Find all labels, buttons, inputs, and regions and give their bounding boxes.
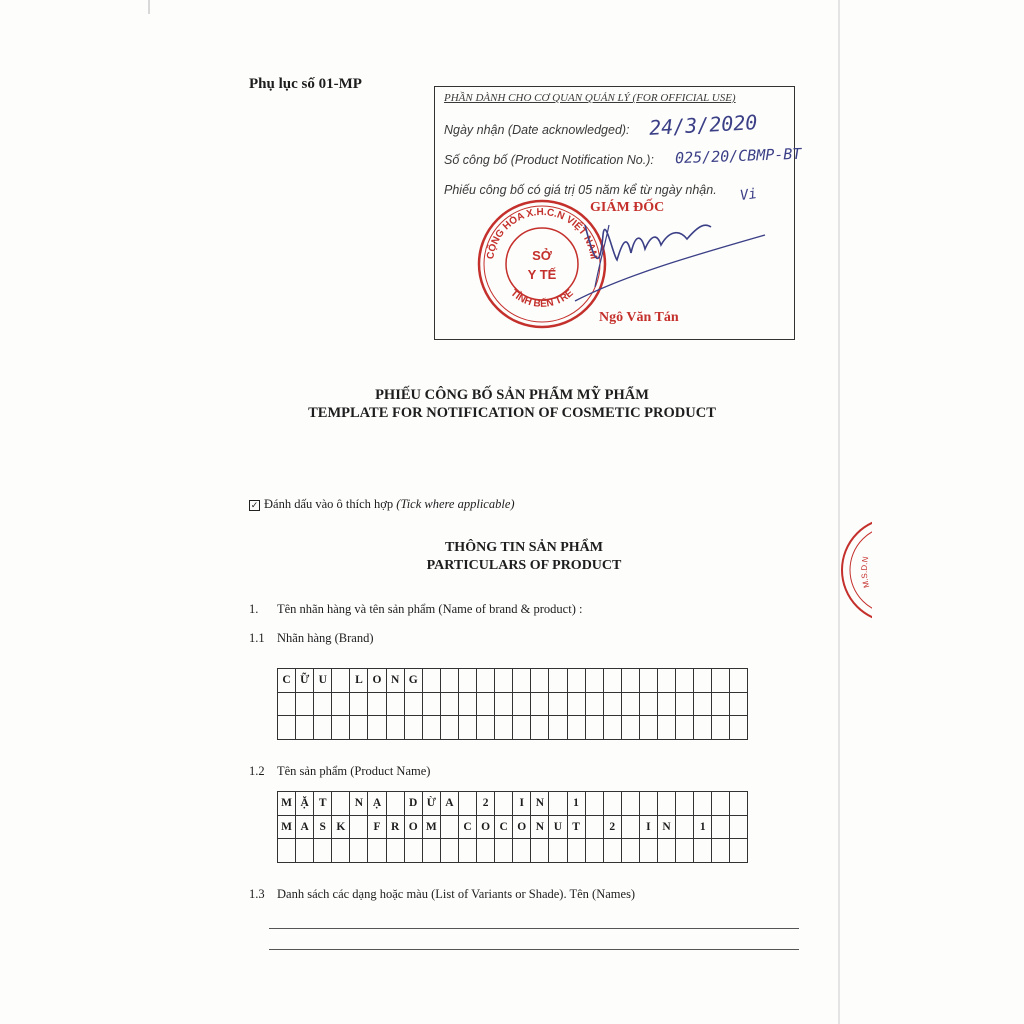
variants-blank-line-2[interactable] — [269, 949, 799, 950]
brand-grid-cell[interactable]: Ữ — [296, 669, 314, 693]
product-grid-cell[interactable] — [657, 839, 675, 863]
product-grid-cell[interactable]: A — [440, 792, 458, 816]
field-1-1-label — [249, 631, 374, 646]
notification-number-label: Số công bố (Product Notification No.): — [444, 153, 654, 167]
section-title-vn: THÔNG TIN SẢN PHẨM — [444, 540, 604, 555]
field-1-label — [249, 602, 582, 617]
notification-number-value: 025/20/CBMP-BT — [674, 144, 802, 168]
product-grid-cell[interactable] — [676, 792, 694, 816]
product-grid-cell[interactable]: Ừ — [422, 792, 440, 816]
product-grid-cell[interactable] — [730, 839, 748, 863]
product-grid-cell[interactable] — [495, 839, 513, 863]
side-stamp-text: M.S.D.N — [859, 555, 872, 589]
brand-grid-cell[interactable] — [694, 669, 712, 693]
brand-grid-cell[interactable] — [531, 669, 549, 693]
product-grid-cell[interactable] — [278, 839, 296, 863]
brand-grid-cell[interactable] — [404, 692, 422, 716]
variants-blank-line-1[interactable] — [269, 928, 799, 929]
form-title-vn: PHIẾU CÔNG BỐ SẢN PHẨM MỸ PHẨM — [375, 387, 649, 403]
product-grid-cell[interactable] — [386, 792, 404, 816]
brand-grid-cell[interactable]: U — [314, 669, 332, 693]
product-grid-cell[interactable]: N — [350, 792, 368, 816]
stamp-center-line1: SỞ — [532, 248, 552, 263]
brand-grid-cell[interactable]: N — [386, 669, 404, 693]
brand-grid-cell[interactable] — [440, 692, 458, 716]
product-grid-cell[interactable]: 1 — [567, 792, 585, 816]
brand-grid-cell[interactable] — [676, 692, 694, 716]
product-grid-cell[interactable]: C — [495, 815, 513, 839]
brand-grid-cell[interactable] — [639, 716, 657, 740]
field-1-text: Tên nhãn hàng và tên sản phẩm (Name of brand & product) : — [277, 602, 583, 616]
director-name: Ngô Văn Tán — [599, 310, 679, 325]
brand-grid-cell[interactable] — [440, 669, 458, 693]
field-1-1-number: 1.1 — [249, 631, 265, 645]
brand-grid-cell[interactable] — [495, 692, 513, 716]
product-grid-cell[interactable] — [639, 792, 657, 816]
tick-instruction-vn: Đánh dấu vào ô thích hợp — [264, 497, 394, 511]
product-grid-cell[interactable]: A — [296, 815, 314, 839]
product-grid-cell[interactable] — [585, 792, 603, 816]
product-grid-cell[interactable] — [422, 839, 440, 863]
product-grid-cell[interactable]: S — [314, 815, 332, 839]
product-grid-row — [278, 792, 748, 816]
product-grid-cell[interactable]: D — [404, 792, 422, 816]
brand-grid-cell[interactable] — [585, 692, 603, 716]
product-grid-cell[interactable] — [730, 792, 748, 816]
checkbox-checked-icon[interactable]: ✓ — [250, 500, 259, 510]
stamp-ring-top-text: CỘNG HÒA X.H.C.N VIỆT NAM — [485, 206, 599, 261]
product-grid-cell[interactable]: 2 — [477, 792, 495, 816]
brand-grid-cell[interactable]: C — [278, 669, 296, 693]
product-grid-cell[interactable] — [657, 792, 675, 816]
field-1-2-number: 1.2 — [249, 764, 265, 778]
brand-grid-cell[interactable] — [495, 669, 513, 693]
product-grid-cell[interactable] — [350, 815, 368, 839]
brand-grid-cell[interactable] — [477, 716, 495, 740]
product-grid-cell[interactable] — [730, 815, 748, 839]
product-grid-cell[interactable]: I — [513, 792, 531, 816]
product-grid-cell[interactable] — [368, 839, 386, 863]
product-grid-cell[interactable] — [621, 839, 639, 863]
product-grid-cell[interactable]: N — [531, 792, 549, 816]
product-grid-cell[interactable] — [676, 815, 694, 839]
brand-grid-cell[interactable] — [621, 716, 639, 740]
product-grid-cell[interactable]: U — [549, 815, 567, 839]
product-grid-cell[interactable]: M — [278, 815, 296, 839]
brand-grid-cell[interactable] — [657, 692, 675, 716]
product-grid-cell[interactable] — [694, 792, 712, 816]
product-grid-cell[interactable]: T — [314, 792, 332, 816]
brand-grid-cell[interactable] — [350, 692, 368, 716]
brand-grid-cell[interactable] — [422, 716, 440, 740]
brand-grid-cell[interactable] — [458, 692, 476, 716]
product-grid-cell[interactable] — [404, 839, 422, 863]
brand-grid-cell[interactable] — [621, 692, 639, 716]
brand-grid-cell[interactable] — [386, 692, 404, 716]
validity-note: Phiếu công bố có giá trị 05 năm kể từ ngày nhận. — [444, 183, 717, 197]
product-grid-cell[interactable] — [585, 815, 603, 839]
brand-grid-cell[interactable] — [278, 692, 296, 716]
product-grid-cell[interactable] — [386, 839, 404, 863]
brand-grid-cell[interactable] — [513, 716, 531, 740]
brand-grid-cell[interactable] — [513, 692, 531, 716]
product-grid-cell[interactable] — [458, 839, 476, 863]
product-grid-cell[interactable] — [296, 839, 314, 863]
brand-grid-cell[interactable] — [404, 716, 422, 740]
section-title-en: PARTICULARS OF PRODUCT — [426, 558, 622, 573]
brand-grid-cell[interactable] — [676, 716, 694, 740]
product-grid-row — [278, 815, 748, 839]
brand-grid-cell[interactable] — [350, 716, 368, 740]
product-grid-cell[interactable]: Ạ — [368, 792, 386, 816]
product-grid-cell[interactable] — [513, 839, 531, 863]
brand-grid-cell[interactable]: G — [404, 669, 422, 693]
brand-grid-cell[interactable] — [712, 692, 730, 716]
stamp-center-line2: Y TẾ — [527, 267, 557, 282]
brand-grid-cell[interactable] — [477, 669, 495, 693]
brand-grid-cell[interactable] — [296, 716, 314, 740]
product-grid-cell[interactable] — [531, 839, 549, 863]
product-grid-cell[interactable] — [440, 839, 458, 863]
brand-grid-cell[interactable] — [621, 669, 639, 693]
brand-grid-cell[interactable] — [368, 692, 386, 716]
product-grid-cell[interactable] — [332, 792, 350, 816]
product-grid-cell[interactable]: N — [531, 815, 549, 839]
product-grid-cell[interactable] — [639, 839, 657, 863]
brand-grid-cell[interactable] — [314, 692, 332, 716]
product-grid-cell[interactable] — [567, 839, 585, 863]
brand-grid-cell[interactable] — [332, 716, 350, 740]
brand-grid-cell[interactable] — [603, 716, 621, 740]
product-grid-cell[interactable]: C — [458, 815, 476, 839]
product-grid-cell[interactable]: 2 — [603, 815, 621, 839]
tick-instruction — [249, 497, 515, 512]
product-grid-cell[interactable] — [712, 839, 730, 863]
date-acknowledged-value: 24/3/2020 — [648, 110, 758, 140]
product-grid-cell[interactable]: R — [386, 815, 404, 839]
product-grid-cell[interactable] — [712, 792, 730, 816]
brand-grid-row — [278, 669, 748, 693]
product-grid-cell[interactable] — [676, 839, 694, 863]
brand-grid-cell[interactable] — [549, 669, 567, 693]
brand-grid-cell[interactable] — [386, 716, 404, 740]
product-grid-cell[interactable] — [585, 839, 603, 863]
brand-grid-cell[interactable] — [730, 716, 748, 740]
product-grid-cell[interactable]: O — [513, 815, 531, 839]
brand-grid-cell[interactable] — [513, 669, 531, 693]
brand-grid-cell[interactable] — [531, 692, 549, 716]
brand-grid-cell[interactable] — [639, 669, 657, 693]
brand-grid-cell[interactable] — [531, 716, 549, 740]
brand-grid-cell[interactable] — [730, 669, 748, 693]
annex-label: Phụ lục số 01-MP — [249, 76, 362, 92]
brand-grid-cell[interactable] — [694, 716, 712, 740]
brand-grid-row — [278, 716, 748, 740]
brand-grid-cell[interactable] — [694, 692, 712, 716]
brand-grid-cell[interactable] — [639, 692, 657, 716]
tick-instruction-en: (Tick where applicable) — [396, 497, 515, 511]
product-grid-cell[interactable]: K — [332, 815, 350, 839]
product-grid-cell[interactable] — [603, 792, 621, 816]
field-1-2-text: Tên sản phẩm (Product Name) — [277, 764, 431, 778]
product-grid-cell[interactable]: I — [639, 815, 657, 839]
brand-grid-cell[interactable] — [549, 692, 567, 716]
brand-grid-cell[interactable] — [567, 716, 585, 740]
brand-grid-cell[interactable] — [440, 716, 458, 740]
brand-grid-cell[interactable] — [422, 692, 440, 716]
official-use-header: PHẦN DÀNH CHO CƠ QUAN QUẢN LÝ (FOR OFFICIAL USE) — [444, 92, 736, 104]
product-grid-cell[interactable]: F — [368, 815, 386, 839]
product-grid-cell[interactable] — [314, 839, 332, 863]
date-acknowledged-label: Ngày nhận (Date acknowledged): — [444, 123, 630, 137]
product-grid-cell[interactable] — [458, 792, 476, 816]
product-grid-cell[interactable] — [694, 839, 712, 863]
brand-grid-cell[interactable] — [712, 716, 730, 740]
director-signature — [565, 205, 775, 305]
stamp-ring-bottom-text: TỈNH BẾN TRE — [508, 287, 576, 310]
field-1-number: 1. — [249, 602, 259, 616]
product-grid-cell[interactable]: M — [422, 815, 440, 839]
brand-name-grid — [277, 668, 748, 740]
product-grid-cell[interactable] — [440, 815, 458, 839]
brand-grid-row — [278, 692, 748, 716]
field-1-3-label — [249, 887, 635, 902]
product-grid-cell[interactable] — [477, 839, 495, 863]
handwritten-initial: Vi — [738, 185, 758, 205]
brand-grid-cell[interactable]: O — [368, 669, 386, 693]
product-grid-cell[interactable]: Ặ — [296, 792, 314, 816]
field-1-2-label — [249, 764, 430, 779]
brand-grid-cell[interactable] — [278, 716, 296, 740]
brand-grid-cell[interactable] — [603, 692, 621, 716]
brand-grid-cell[interactable] — [730, 692, 748, 716]
form-title-en: TEMPLATE FOR NOTIFICATION OF COSMETIC PRODUCT — [308, 405, 716, 421]
product-grid-cell[interactable] — [621, 792, 639, 816]
partial-side-stamp — [832, 510, 872, 630]
brand-grid-cell[interactable] — [712, 669, 730, 693]
brand-grid-cell[interactable] — [332, 669, 350, 693]
product-grid-cell[interactable]: M — [278, 792, 296, 816]
brand-grid-cell[interactable] — [603, 669, 621, 693]
product-grid-cell[interactable] — [712, 815, 730, 839]
product-grid-cell[interactable]: T — [567, 815, 585, 839]
brand-grid-cell[interactable] — [495, 716, 513, 740]
field-1-3-number: 1.3 — [249, 887, 265, 901]
brand-grid-cell[interactable] — [657, 669, 675, 693]
brand-grid-cell[interactable] — [368, 716, 386, 740]
scan-mark — [148, 0, 150, 14]
brand-grid-cell[interactable]: L — [350, 669, 368, 693]
director-title: GIÁM ĐỐC — [590, 200, 665, 215]
brand-grid-cell[interactable] — [676, 669, 694, 693]
product-grid-cell[interactable]: N — [657, 815, 675, 839]
brand-grid-cell[interactable] — [477, 692, 495, 716]
product-grid-cell[interactable] — [603, 839, 621, 863]
product-grid-row — [278, 839, 748, 863]
brand-grid-cell[interactable] — [657, 716, 675, 740]
product-grid-cell[interactable] — [495, 792, 513, 816]
brand-grid-cell[interactable] — [422, 669, 440, 693]
brand-grid-cell[interactable] — [458, 716, 476, 740]
field-1-3-text: Danh sách các dạng hoặc màu (List of Variants or Shade). Tên (Names) — [277, 887, 636, 901]
product-grid-cell[interactable]: O — [477, 815, 495, 839]
brand-grid-cell[interactable] — [296, 692, 314, 716]
official-use-box — [434, 86, 802, 340]
product-grid-cell[interactable] — [621, 815, 639, 839]
product-grid-cell[interactable]: 1 — [694, 815, 712, 839]
product-grid-cell[interactable] — [549, 839, 567, 863]
product-grid-cell[interactable] — [549, 792, 567, 816]
product-grid-cell[interactable] — [332, 839, 350, 863]
brand-grid-cell[interactable] — [332, 692, 350, 716]
field-1-1-text: Nhãn hàng (Brand) — [277, 631, 374, 645]
brand-grid-cell[interactable] — [549, 716, 567, 740]
brand-grid-cell[interactable] — [585, 716, 603, 740]
product-grid-cell[interactable] — [350, 839, 368, 863]
brand-grid-cell[interactable] — [585, 669, 603, 693]
brand-grid-cell[interactable] — [314, 716, 332, 740]
brand-grid-cell[interactable] — [567, 669, 585, 693]
brand-grid-cell[interactable] — [458, 669, 476, 693]
product-name-grid — [277, 791, 748, 863]
brand-grid-cell[interactable] — [567, 692, 585, 716]
product-grid-cell[interactable]: O — [404, 815, 422, 839]
